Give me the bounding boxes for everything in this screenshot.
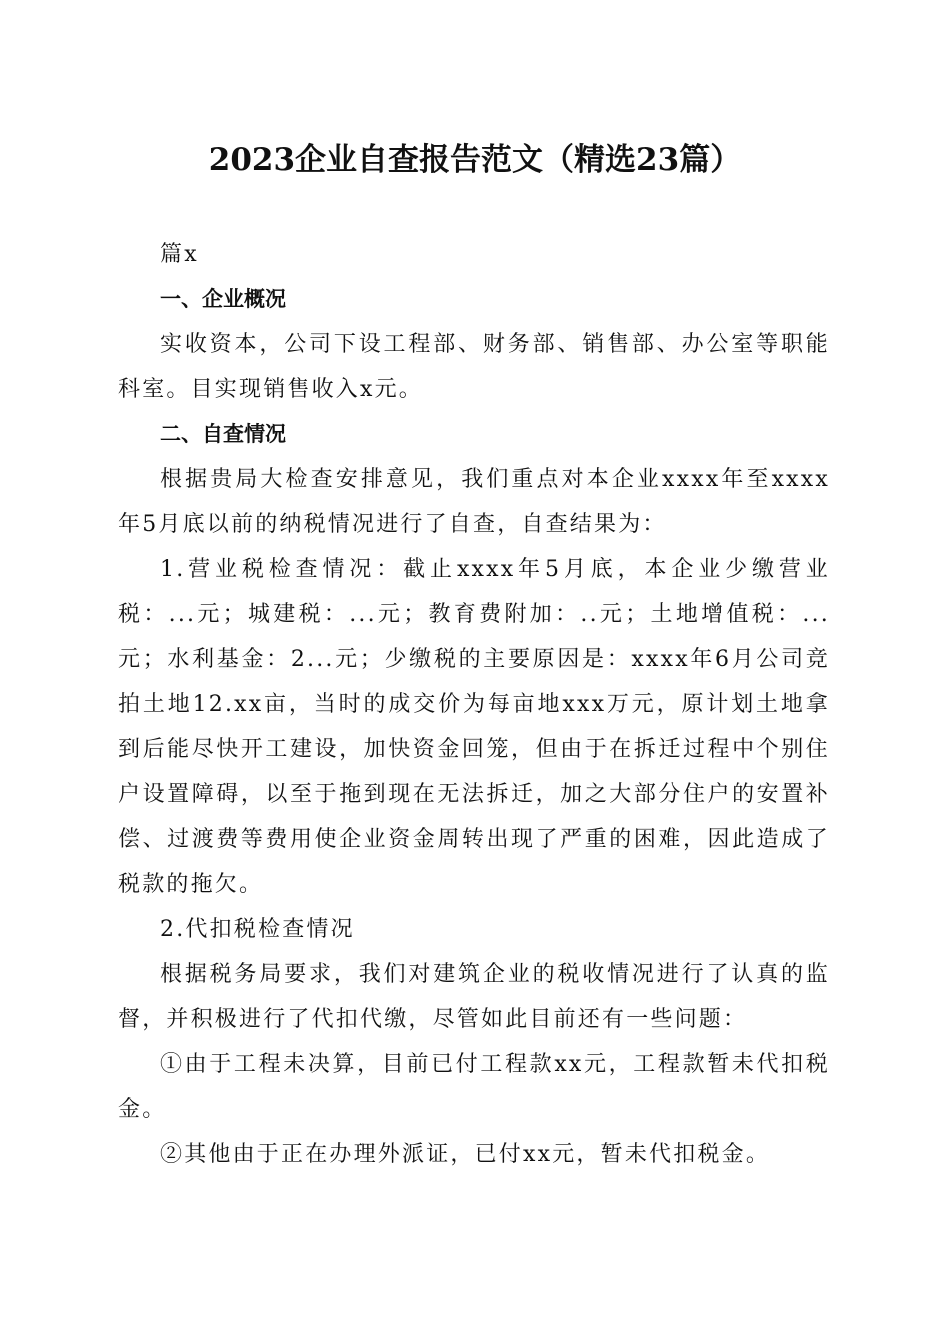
paragraph-withholding: 根据税务局要求，我们对建筑企业的税收情况进行了认真的监督，并积极进行了代扣代缴，尽管如此目前还有一些问题：	[118, 962, 830, 1032]
chapter-label: 篇x	[160, 242, 199, 267]
paragraph-point-2: ②其他由于正在办理外派证，已付xx元，暂未代扣税金。	[160, 1142, 771, 1167]
paragraph-inspection-intro: 根据贵局大检查安排意见，我们重点对本企业xxxx年至xxxx年5月底以前的纳税情况进行了自查，自查结果为：	[118, 467, 830, 537]
paragraph-overview: 实收资本，公司下设工程部、财务部、销售部、办公室等职能科室。目实现销售收入x元。	[118, 332, 830, 402]
paragraph-point-1: ①由于工程未决算，目前已付工程款xx元，工程款暂未代扣税金。	[118, 1052, 830, 1122]
paragraph-business-tax: 1.营业税检查情况：截止xxxx年5月底，本企业少缴营业税：...元；城建税：...元；教育费附加：..元；土地增值税：...元；水利基金：2...元；少缴税的主要原因是：xxxx年6月公司竞拍土地12.xx亩，当时的成交价为每亩地xxx万元，原计划土地拿到后能尽快开工建设，加快资金回笼，但由于在拆迁过程中个别住户设置障碍，以至于拖到现在无法拆迁，加之大部分住户的安置补偿、过渡费等费用使企业资金周转出现了严重的困难，因此造成了税款的拖欠。	[118, 557, 830, 897]
document-body	[118, 232, 830, 1177]
paragraph-withholding-heading: 2.代扣税检查情况	[160, 917, 355, 942]
document-title: 2023企业自查报告范文（精选23篇）	[208, 142, 742, 178]
section-heading-overview: 一、企业概况	[160, 287, 286, 311]
section-heading-self-inspection: 二、自查情况	[160, 422, 286, 446]
